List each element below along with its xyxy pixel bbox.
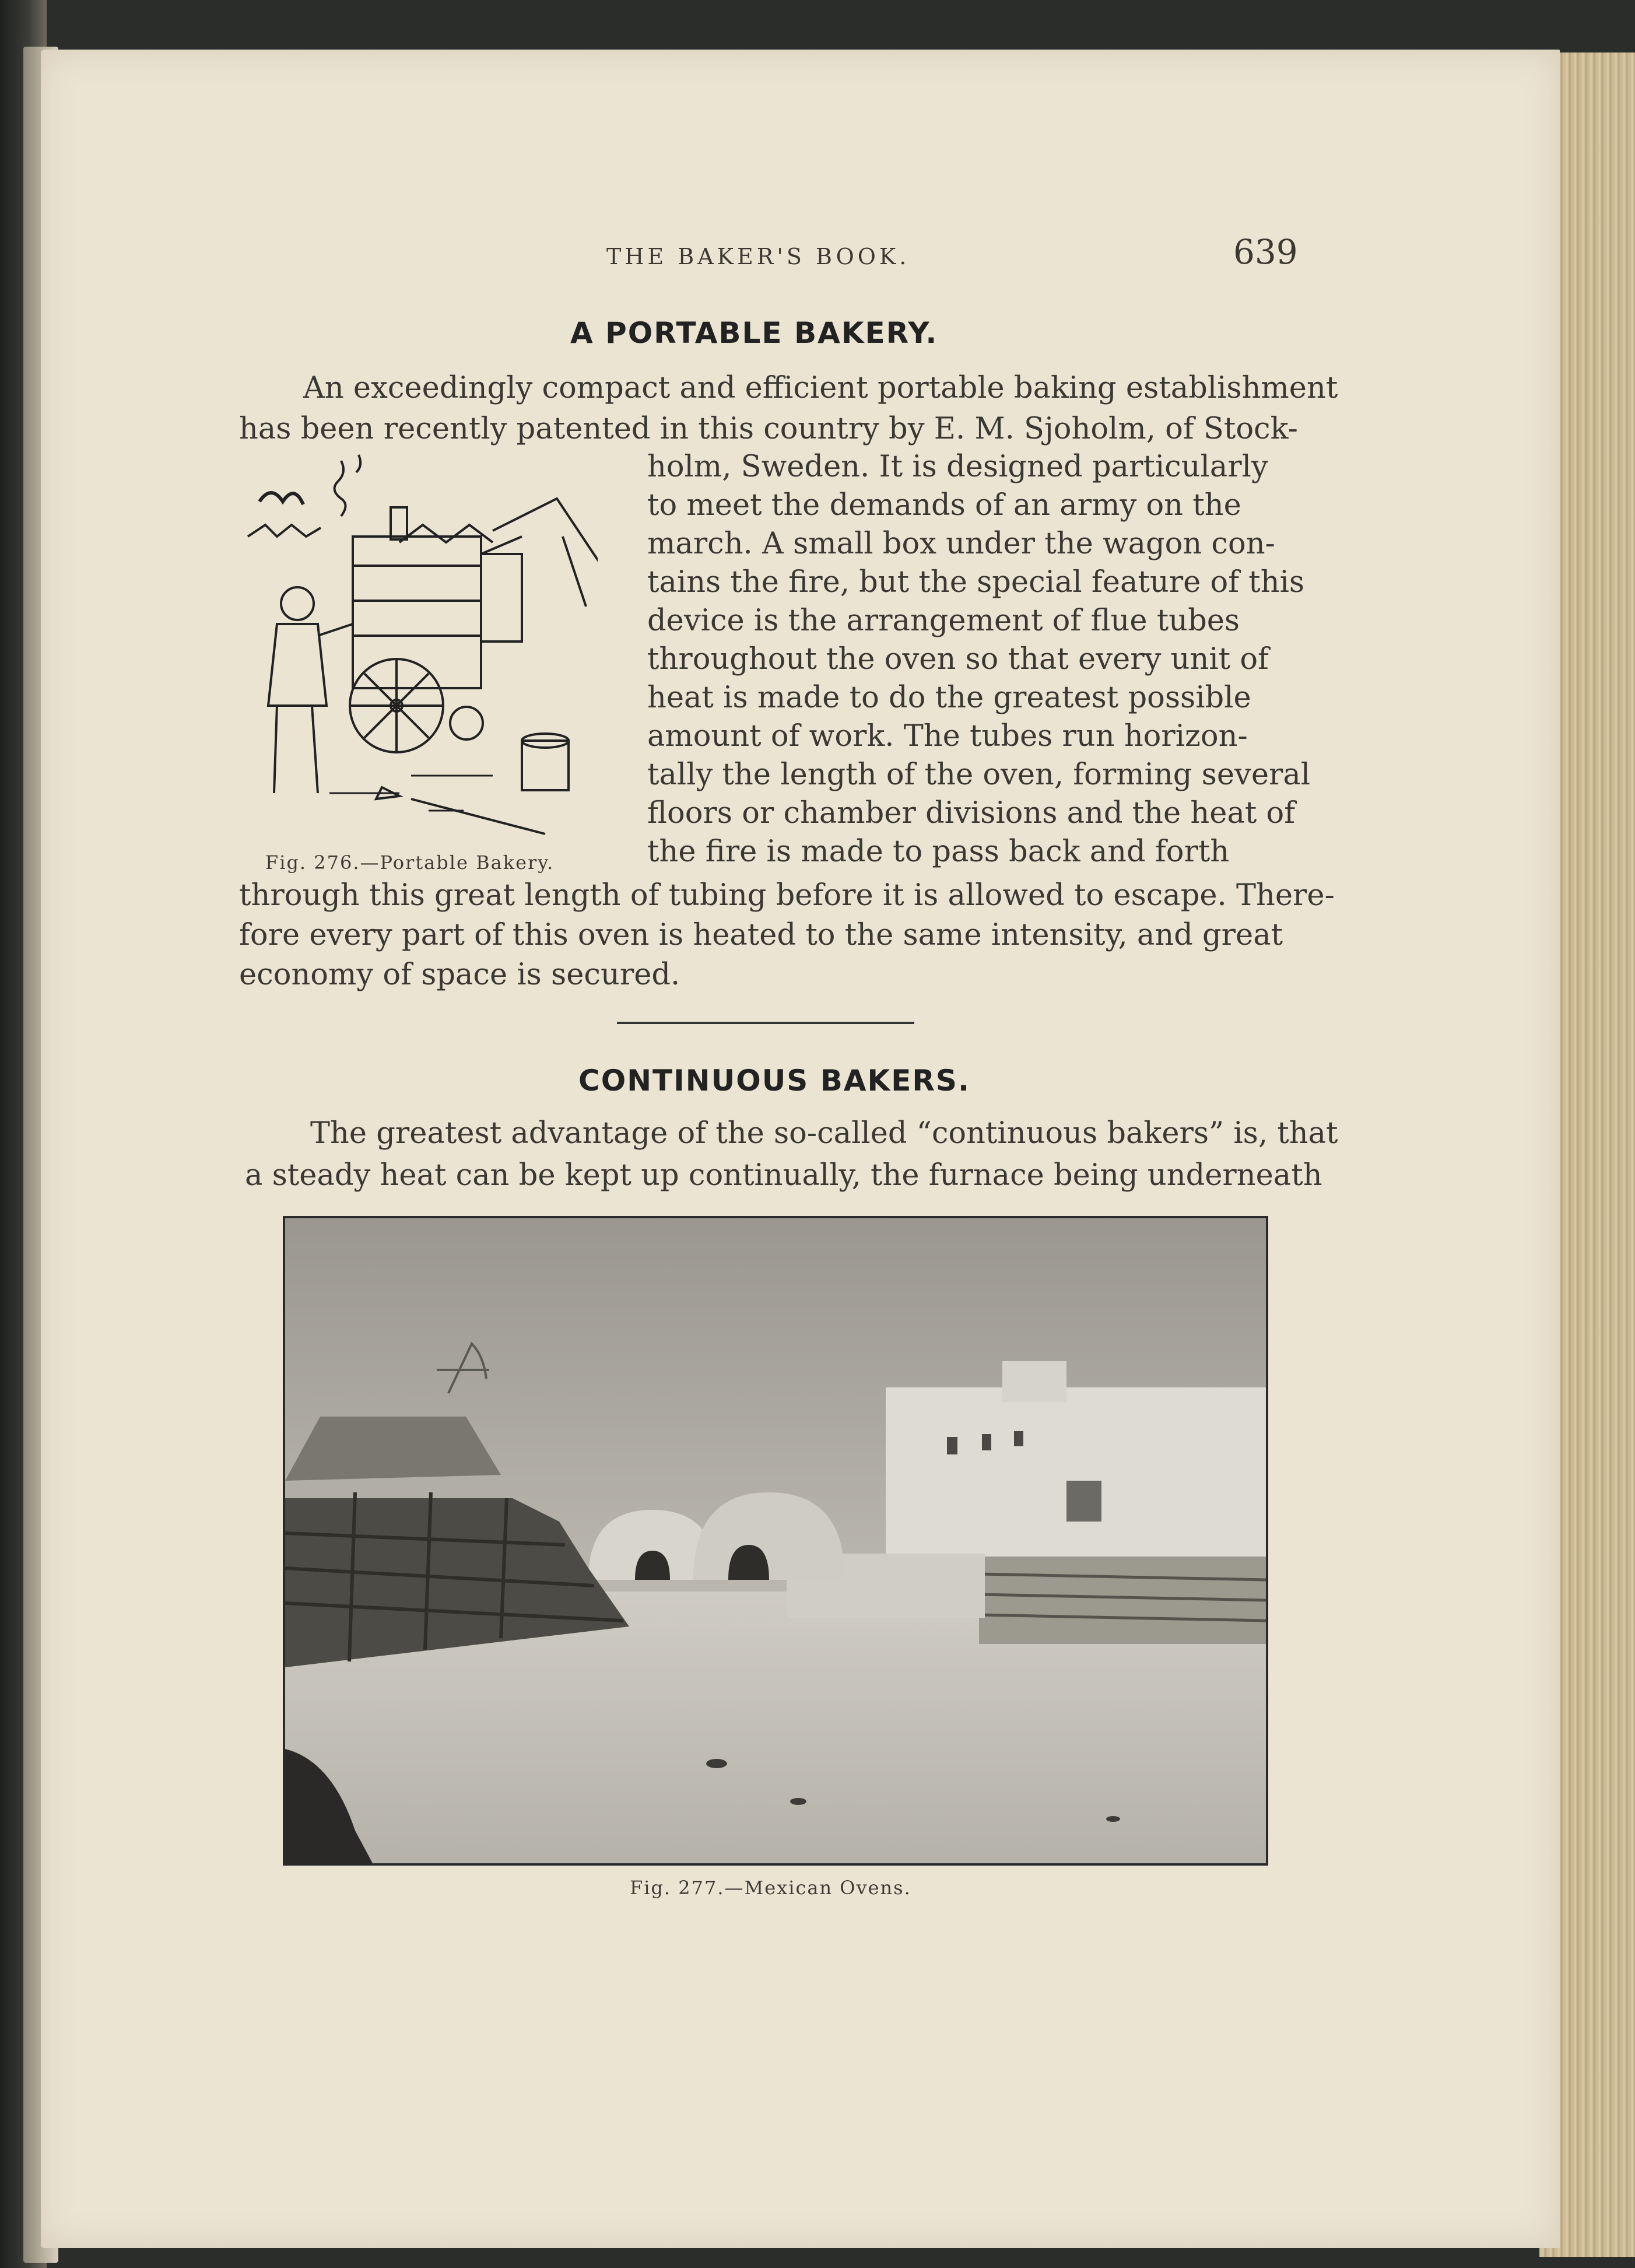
- body-line: march. A small box under the wagon con-: [647, 527, 1275, 561]
- body-line: has been recently patented in this country by E. M. Sjoholm, of Stock-: [239, 412, 1298, 446]
- body-line: The greatest advantage of the so-called “continuous bakers” is, that: [310, 1116, 1338, 1151]
- body-line: a steady heat can be kept up continually, the furnace being underneath: [245, 1158, 1322, 1193]
- body-line: throughout the oven so that every unit of: [647, 642, 1269, 676]
- section-heading-portable-bakery: A PORTABLE BAKERY.: [570, 316, 938, 350]
- body-line: through this great length of tubing before it is allowed to escape. There-: [239, 878, 1335, 913]
- body-line: economy of space is secured.: [239, 958, 680, 992]
- mexican-ovens-photograph: [283, 1216, 1268, 1866]
- body-line: tains the fire, but the special feature of this: [647, 565, 1305, 600]
- body-line: to meet the demands of an army on the: [647, 488, 1241, 523]
- body-line: holm, Sweden. It is designed particularly: [647, 450, 1268, 484]
- page-number: 639: [1233, 232, 1298, 272]
- body-line: floors or chamber divisions and the heat of: [647, 796, 1296, 830]
- body-line: device is the arrangement of flue tubes: [647, 604, 1240, 638]
- portable-bakery-illustration: [236, 449, 598, 857]
- body-line: fore every part of this oven is heated to the same intensity, and great: [239, 918, 1283, 952]
- body-line: amount of work. The tubes run horizon-: [647, 719, 1248, 753]
- section-divider: [617, 1022, 914, 1024]
- body-line: tally the length of the oven, forming several: [647, 758, 1311, 792]
- body-line: An exceedingly compact and efficient portable baking establishment: [303, 371, 1338, 405]
- section-heading-continuous-bakers: CONTINUOUS BAKERS.: [578, 1064, 970, 1098]
- figure-caption-277: Fig. 277.—Mexican Ovens.: [630, 1877, 911, 1899]
- figure-caption-276: Fig. 276.—Portable Bakery.: [265, 851, 555, 874]
- body-line: heat is made to do the greatest possible: [647, 681, 1251, 715]
- body-line: the fire is made to pass back and forth: [647, 835, 1230, 869]
- running-title: THE BAKER'S BOOK.: [606, 244, 910, 269]
